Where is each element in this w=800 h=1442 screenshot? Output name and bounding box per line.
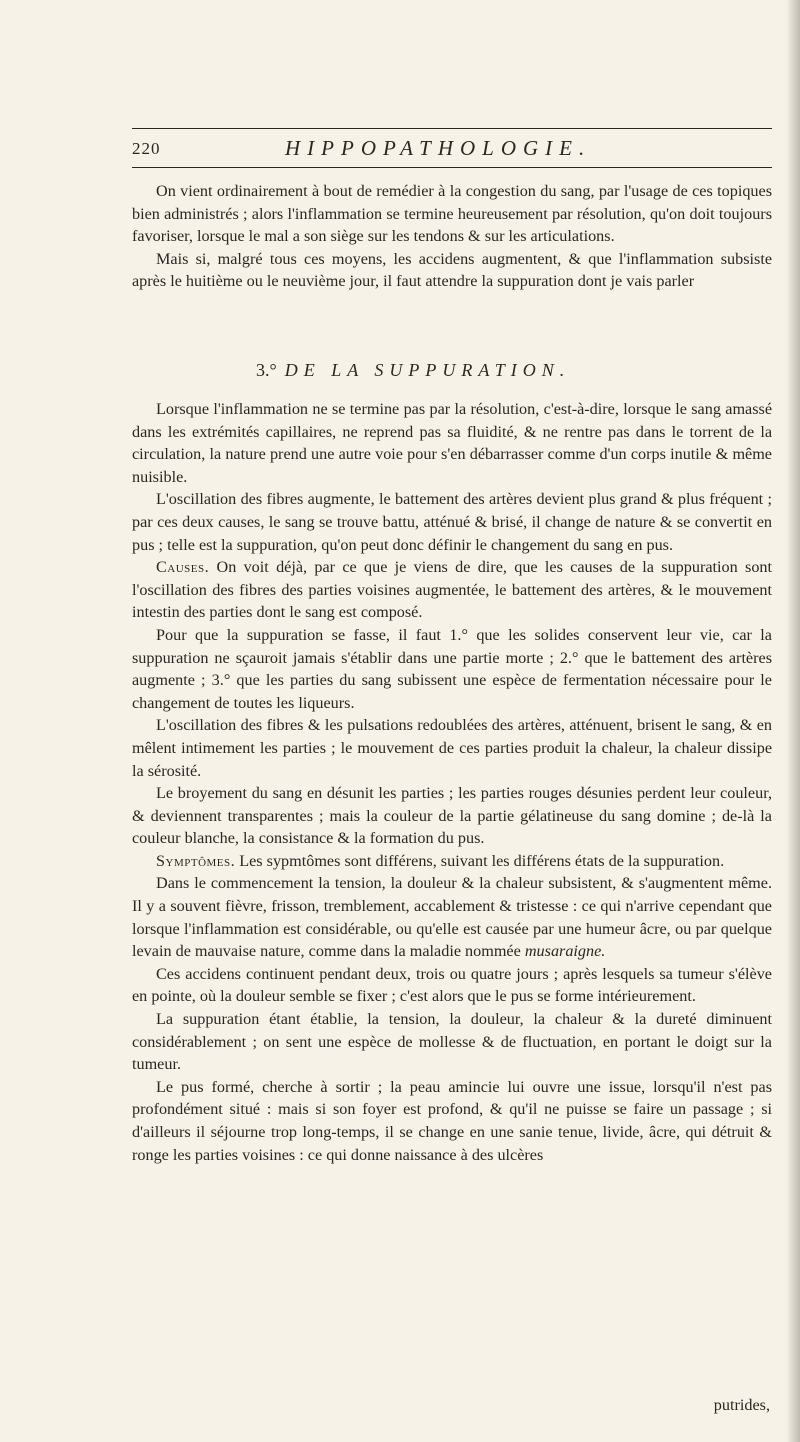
paragraph: Lorsque l'inflammation ne se termine pas par la résolution, c'est-à-dire, lorsque le sang amassé dans les extrémités capillaires, ne reprend pas sa fluidité, & ne rentre pas dans le torrent de la circulation, la nature prend une autre voie pour s'en débarrasser comme d'un corps inutile & même nuisible. bbox=[132, 400, 772, 486]
paragraph: L'oscillation des fibres augmente, le battement des artères devient plus grand & plus fréquent ; par ces deux causes, le sang se trouve battu, atténué & brisé, il change de nature & se convertit en pus ; telle est la suppuration, qu'on peut donc définir le changement du sang en pus. bbox=[132, 490, 772, 554]
section-number: 3.° bbox=[256, 360, 277, 380]
paragraph bbox=[132, 556, 772, 624]
paragraph: Pour que la suppuration se fasse, il faut 1.° que les solides conservent leur vie, car la suppuration ne sçauroit jamais s'établir dans une partie morte ; 2.° que le battement des artères augmente ; 3.° que les parties du sang subissent une espèce de fermentation nécessaire pour le changement de toutes les liqueurs. bbox=[132, 625, 772, 712]
paragraph: Ces accidens continuent pendant deux, trois ou quatre jours ; après lesquels sa tumeur s'élève en pointe, où la douleur semble se fixer ; c'est alors que le pus se forme intérieurement. bbox=[132, 964, 772, 1006]
paragraph-text: Les sypmtômes sont différens, suivant les différens états de la suppuration. bbox=[239, 851, 725, 870]
body-text bbox=[132, 398, 772, 1166]
paragraph: L'oscillation des fibres & les pulsations redoublées des artères, atténuent, brisent le sang, & en mêlent intimement les parties ; le mouvement de ces parties produit la chaleur, la chaleur dissipe la sérosité. bbox=[132, 716, 772, 780]
section-heading bbox=[256, 360, 570, 381]
paragraph: Le pus formé, cherche à sortir ; la peau amincie lui ouvre une issue, lorsqu'il n'est pas profondément situé : mais si son foyer est profond, & qu'il ne puisse se faire un passage ; si d'ailleurs il séjourne trop long-temps, il se change en une sanie tenue, livide, âcre, qui détruit & ronge les parties voisines : ce qui donne naissance à des ulcères bbox=[132, 1077, 772, 1164]
paragraph: Le broyement du sang en désunit les parties ; les parties rouges désunies perdent leur couleur, & deviennent transparentes ; mais la couleur de la partie gélatineuse du sang domine ; de-là la couleur blanche, la consistance & la formation du pus. bbox=[132, 784, 772, 848]
paragraph bbox=[132, 872, 772, 962]
running-head: HIPPOPATHOLOGIE. bbox=[285, 136, 592, 160]
symptomes-label: Symptômes. bbox=[156, 851, 236, 870]
paragraph: On vient ordinairement à bout de remédier à la congestion du sang, par l'usage de ces topiques bien administrés ; alors l'inflammation se termine heureusement par résolution, qu'on doit toujours favoriser, lorsque le mal a son siège sur les tendons & sur les articulations. bbox=[132, 182, 772, 246]
disease-name: musaraigne. bbox=[524, 942, 606, 961]
intro-text bbox=[132, 180, 772, 293]
paragraph-text: On voit déjà, par ce que je viens de dire, que les causes de la suppuration sont l'oscillation des fibres des parties voisines augmentée, le battement des artères, & le mouvement intestin des parties dont le sang est composé. bbox=[132, 558, 773, 622]
causes-label: Causes. bbox=[156, 558, 210, 577]
paragraph: La suppuration étant établie, la tension, la douleur, la chaleur & la dureté diminuent considérablement ; on sent une espèce de mollesse & de fluctuation, en portant le doigt sur la tumeur. bbox=[132, 1010, 772, 1074]
page-number: 220 bbox=[132, 139, 161, 158]
catchword: putrides, bbox=[713, 1396, 770, 1414]
page-edge-shadow bbox=[786, 0, 800, 1442]
paragraph bbox=[132, 850, 772, 873]
paragraph-text: Dans le commencement la tension, la douleur & la chaleur subsistent, & s'augmentent même. Il y a souvent fièvre, frisson, tremblement, accablement & tristesse : ce qui n'arrive cependant que lorsque l'inflammation est considérable, ou qu'elle est causée par une humeur âcre, ou par quelque levain de mauvaise nature, comme dans la maladie nommée bbox=[132, 874, 772, 961]
paragraph: Mais si, malgré tous ces moyens, les accidens augmentent, & que l'inflammation subsiste après le huitième ou le neuvième jour, il faut attendre la suppuration dont je vais parler bbox=[132, 249, 772, 291]
section-title: DE LA SUPPURATION. bbox=[284, 360, 571, 380]
header-rule-bottom bbox=[132, 167, 772, 168]
header-rule-top bbox=[132, 128, 772, 129]
